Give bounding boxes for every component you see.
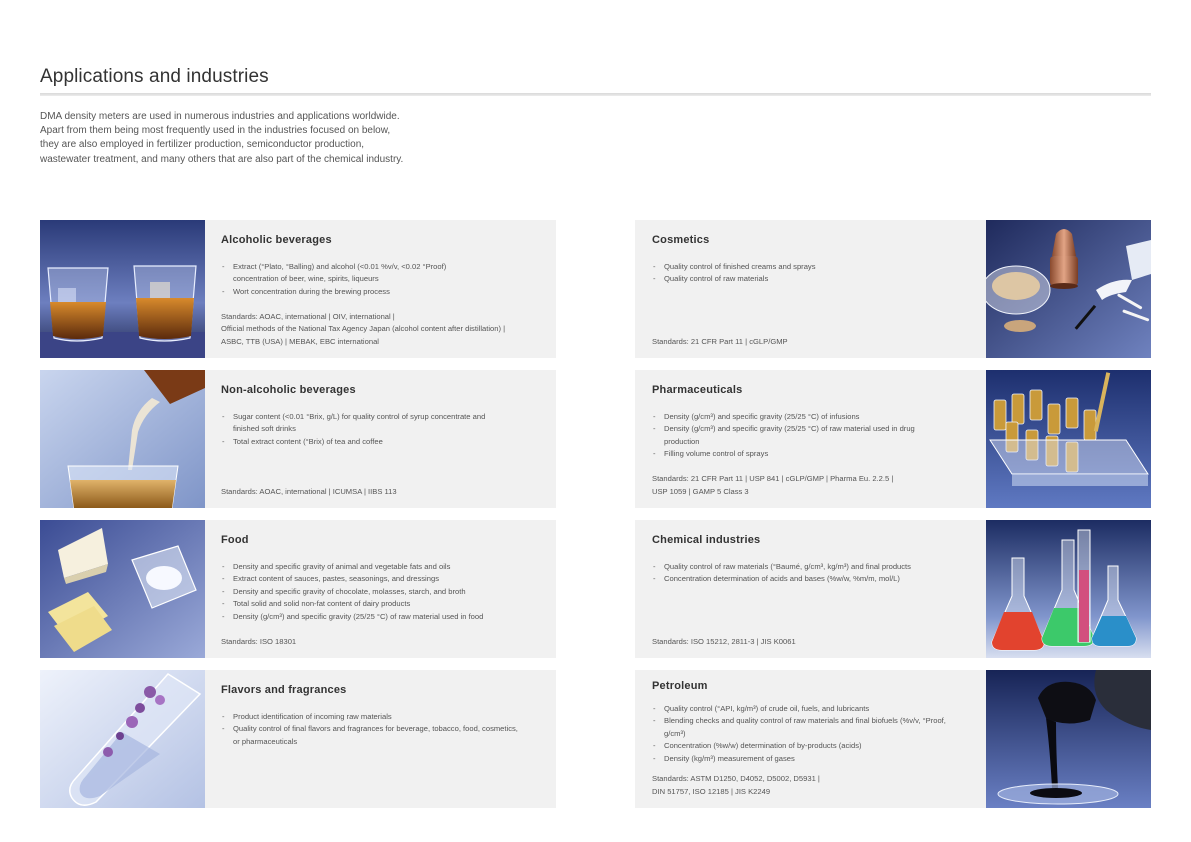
bullet-list [652,561,976,586]
standards-text [652,336,976,348]
bullet-list [221,711,546,748]
bullet-list [221,261,546,298]
card-title: Flavors and fragrances [221,684,347,696]
list-item: - Density (kg/m³) measurement of gases [652,753,976,765]
bullet-list [652,411,976,461]
intro-line: wastewater treatment, and many others that are also part of the chemical industry. [40,153,404,165]
list-item: - Wort concentration during the brewing process [221,286,546,298]
standards-line: Standards: ISO 15212, 2811-3 | JIS K0061 [652,636,796,646]
bullet-list [652,703,976,765]
card-title: Petroleum [652,680,708,692]
list-item: - Density and specific gravity of animal and vegetable fats and oils [221,561,546,573]
list-item: - Quality control of raw materials [652,273,976,285]
intro-text [40,110,510,167]
bullet-list [221,411,546,448]
standards-text [652,473,976,498]
food-photo [40,520,205,658]
list-item: - Extract content of sauces, pastes, seasonings, and dressings [221,573,546,585]
list-item: - Density (g/cm³) and specific gravity (25/25 °C) of raw material used in drug production [652,423,976,448]
standards-line: Standards: 21 CFR Part 11 | cGLP/GMP [652,336,788,346]
card-title: Alcoholic beverages [221,234,332,246]
card-pharmaceuticals [635,370,1151,508]
intro-line: they are also employed in fertilizer production, semiconductor production, [40,139,365,151]
card-title: Non-alcoholic beverages [221,384,356,396]
cosmetics-photo [986,220,1151,358]
card-title: Food [221,534,249,546]
standards-text [221,636,546,648]
list-item: - Density and specific gravity of chocolate, molasses, starch, and broth [221,586,546,598]
non-alcoholic-beverages-photo [40,370,205,508]
standards-text [652,773,976,798]
pharmaceuticals-photo [986,370,1151,508]
card-food [40,520,556,658]
flavors-and-fragrances-photo [40,670,205,808]
standards-line: USP 1059 | GAMP 5 Class 3 [652,486,749,496]
list-item: - Density (g/cm³) and specific gravity (25/25 °C) of infusions [652,411,976,423]
list-item: - Filling volume control of sprays [652,448,976,460]
list-item: - Concentration determination of acids and bases (%w/w, %m/m, mol/L) [652,573,976,585]
list-item: - Density (g/cm³) and specific gravity (25/25 °C) of raw material used in food [221,611,546,623]
list-item: - Quality control of final flavors and fragrances for beverage, tobacco, food, cosmetics, or pharmaceuticals [221,723,546,748]
standards-line: Standards: AOAC, international | ICUMSA | IIBS 113 [221,486,397,496]
standards-line: Standards: AOAC, international | OIV, international | [221,311,395,321]
card-alcoholic-beverages [40,220,556,358]
card-title: Cosmetics [652,234,710,246]
list-item: - Quality control of raw materials (°Baumé, g/cm³, kg/m³) and final products [652,561,976,573]
standards-line: ASBC, TTB (USA) | MEBAK, EBC international [221,336,379,346]
intro-line: Apart from them being most frequently used in the industries focused on below, [40,125,391,137]
intro-line: DMA density meters are used in numerous industries and applications worldwide. [40,111,400,122]
standards-line: Standards: ISO 18301 [221,636,297,646]
list-item: - Sugar content (<0.01 °Brix, g/L) for quality control of syrup concentrate and finished soft drinks [221,411,546,436]
card-chemical-industries [635,520,1151,658]
card-petroleum [635,670,1151,808]
title-divider [40,93,1151,96]
card-cosmetics [635,220,1151,358]
standards-line: DIN 51757, ISO 12185 | JIS K2249 [652,786,771,796]
card-non-alcoholic-beverages [40,370,556,508]
list-item: - Extract (°Plato, °Balling) and alcohol (<0.01 %v/v, <0.02 °Proof) concentration of beer, wine, spirits, liqueurs [221,261,546,286]
bullet-list [652,261,976,286]
standards-text [652,636,976,648]
chemical-industries-photo [986,520,1151,658]
page-title: Applications and industries [40,66,269,87]
standards-text [221,486,546,498]
list-item: - Total extract content (°Brix) of tea and coffee [221,436,546,448]
petroleum-photo [986,670,1151,808]
list-item: - Quality control of finished creams and sprays [652,261,976,273]
alcoholic-beverages-photo [40,220,205,358]
standards-line: Official methods of the National Tax Agency Japan (alcohol content after distillation) | [221,324,506,334]
list-item: - Blending checks and quality control of raw materials and final biofuels (%v/v, °Proof, g/cm³) [652,715,976,740]
card-title: Chemical industries [652,534,761,546]
standards-line: Standards: ASTM D1250, D4052, D5002, D5931 | [652,774,820,784]
list-item: - Concentration (%w/w) determination of by-products (acids) [652,740,976,752]
standards-line: Standards: 21 CFR Part 11 | USP 841 | cGLP/GMP | Pharma Eu. 2.2.5 | [652,474,894,484]
list-item: - Quality control (°API, kg/m³) of crude oil, fuels, and lubricants [652,703,976,715]
list-item: - Product identification of incoming raw materials [221,711,546,723]
card-flavors-and-fragrances [40,670,556,808]
bullet-list [221,561,546,623]
standards-text [221,311,546,348]
card-title: Pharmaceuticals [652,384,743,396]
list-item: - Total solid and solid non-fat content of dairy products [221,598,546,610]
